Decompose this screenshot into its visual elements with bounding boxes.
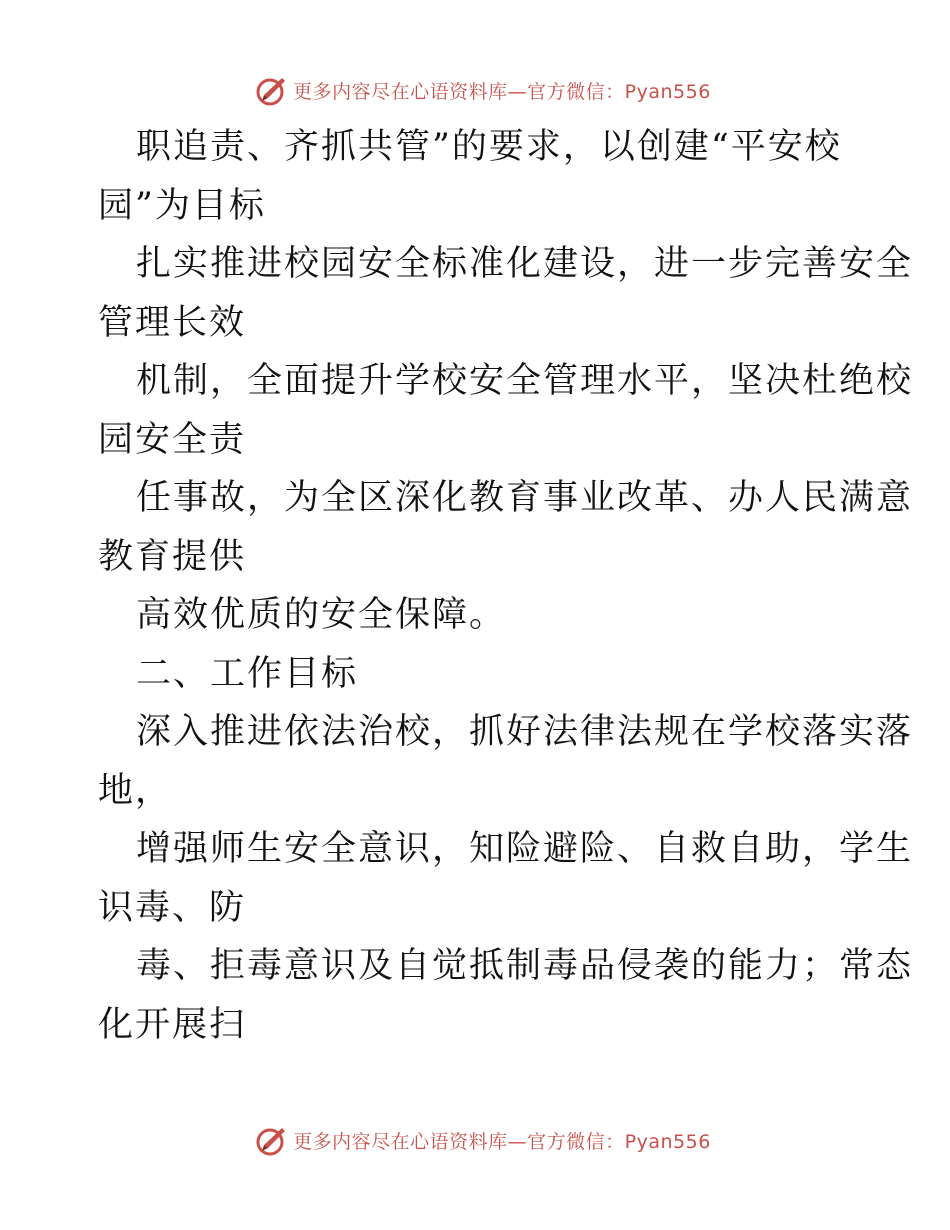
text-line: 高效优质的安全保障。 bbox=[136, 595, 507, 635]
quill-pen-circle-icon bbox=[255, 1123, 289, 1157]
text-line: 职追责、齐抓共管”的要求，以创建“平安校 bbox=[136, 127, 842, 167]
text-line: 园安全责 bbox=[98, 419, 247, 460]
text-line: 化开展扫 bbox=[98, 1004, 247, 1045]
text-line: 机制，全面提升学校安全管理水平，坚决杜绝校 bbox=[136, 361, 914, 401]
text-line: 管理长效 bbox=[98, 302, 247, 343]
text-line: 教育提供 bbox=[98, 536, 247, 577]
banner-text: 更多内容尽在心语资料库—官方微信：Pyan556 bbox=[293, 80, 711, 103]
text-line: 扎实推进校园安全标准化建设，进一步完善安全 bbox=[136, 244, 914, 284]
text-line: 增强师生安全意识，知险避险、自救自助，学生 bbox=[136, 829, 914, 869]
text-line: 任事故，为全区深化教育事业改革、办人民满意 bbox=[136, 478, 914, 518]
text-line: 园”为目标 bbox=[98, 185, 266, 226]
header-banner bbox=[0, 70, 950, 110]
text-line: 深入推进依法治校，抓好法律法规在学校落实落 bbox=[136, 712, 914, 752]
text-line: 地， bbox=[98, 770, 173, 811]
quill-pen-circle-icon bbox=[255, 73, 289, 107]
footer-banner bbox=[0, 1120, 950, 1160]
text-line: 毒、拒毒意识及自觉抵制毒品侵袭的能力；常态 bbox=[136, 946, 914, 986]
document-body bbox=[98, 118, 914, 1054]
text-line: 识毒、防 bbox=[98, 887, 247, 928]
banner-text: 更多内容尽在心语资料库—官方微信：Pyan556 bbox=[293, 1130, 711, 1153]
text-line: 二、工作目标 bbox=[136, 653, 359, 694]
